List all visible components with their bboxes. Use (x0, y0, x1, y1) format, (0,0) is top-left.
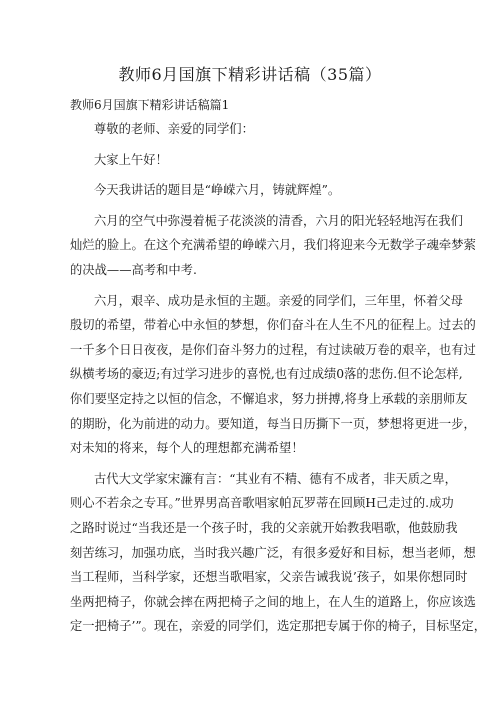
paragraph (70, 148, 436, 173)
paragraph-line: 六月，艰辛、成功是永恒的主题。亲爱的同学们，三年里，怀着父母 (94, 293, 463, 308)
paragraph-line: 殷切的希望，带着心中永恒的梦想，你们奋斗在人生不凡的征程上。过去的 (70, 318, 476, 333)
paragraph (70, 209, 476, 283)
paragraph-line: 尊敬的老师、亲爱的同学们： (94, 122, 254, 136)
section-heading: 教师6月国旗下精彩讲话稿篇1 (70, 98, 230, 112)
paragraph-line: 当工程师，当科学家，还想当歌唱家，父亲告诫我说’孩子，如果你想同时 (70, 570, 468, 585)
paragraph-line: 你们要坚定持之以恒的信念，不懈追求，努力拼搏,将身上承载的亲朋师友 (70, 391, 468, 406)
document-title: 教师6月国旗下精彩讲话稿（35篇） (118, 65, 382, 84)
paragraph-line: 的期盼，化为前进的动力。要知道，每当日历撕下一页，梦想将更进一步， (70, 416, 476, 431)
paragraph-line: 坐两把椅子，你就会摔在两把椅子之间的地上，在人生的道路上，你应该选 (70, 594, 476, 609)
paragraph-line: 古代大文学家宋濂有言：“其业有不精、德有不成者，非天质之卑， (94, 471, 457, 486)
paragraph (70, 467, 486, 639)
paragraph (70, 289, 476, 461)
paragraph-line: 对未知的将来，每个人的理想都充满希望！ (70, 441, 304, 456)
paragraph-line: 今天我讲话的题目是“峥嵘六月，铸就辉煌”。 (94, 183, 341, 198)
paragraph-line: 六月的空气中弥漫着栀子花淡淡的清香，六月的阳光轻轻地泻在我们 (94, 213, 463, 228)
paragraph-line: 之路时说过“当我还是一个孩子时，我的父亲就开始教我唱歌，他鼓励我 (70, 520, 458, 535)
paragraph-line: 则心不若余之专耳。”世界男高音歌唱家帕瓦罗蒂在回顾H己走过的.成功 (70, 496, 454, 511)
paragraph-line: 一千多个日日夜夜，是你们奋斗努力的过程，有过读破万卷的艰辛，也有过 (70, 342, 476, 357)
paragraph (70, 117, 436, 142)
paragraph (70, 178, 436, 203)
paragraph-line: 的决战——高考和中考. (70, 262, 197, 277)
paragraph-line: 纵横考场的豪迈;有过学习进步的喜悦,也有过成绩0落的悲伤.但不论怎样, (70, 367, 463, 382)
paragraph-line: 大家上午好！ (94, 152, 168, 167)
paragraph-line: 灿烂的脸上。在这个充满希望的峥嵘六月，我们将迎来今无数学子魂牵梦萦 (70, 238, 476, 253)
document-body (70, 117, 486, 639)
paragraph-line: 定一把椅子’”。现在，亲爱的同学们，选定那把专属于你的椅子，目标坚定， (70, 619, 486, 634)
paragraph-line: 刻苦练习，加强功底，当时我兴趣广泛，有很多爱好和目标，想当老师，想 (70, 545, 476, 560)
